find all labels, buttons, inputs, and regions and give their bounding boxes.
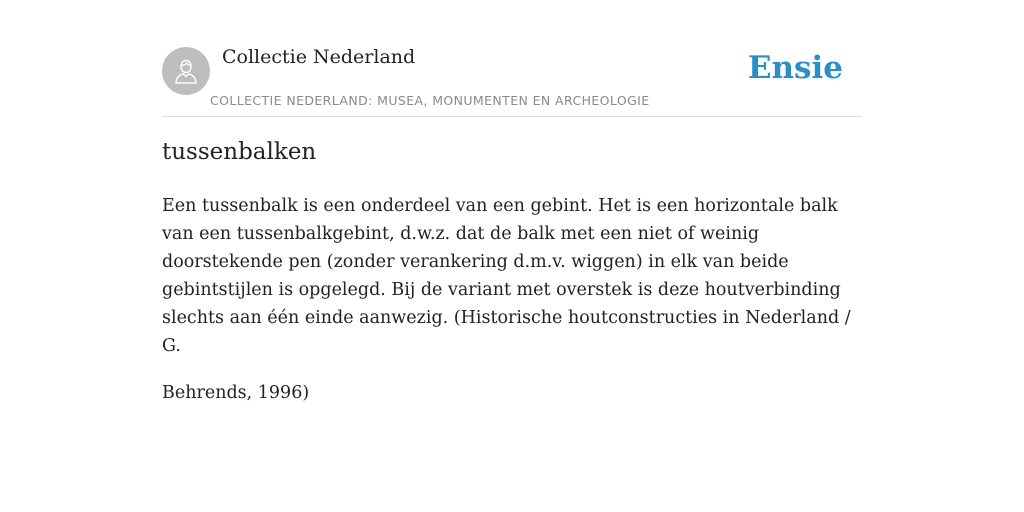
avatar[interactable] — [162, 47, 210, 95]
entry-title: tussenbalken — [162, 139, 317, 165]
author-name[interactable]: Collectie Nederland — [222, 46, 416, 68]
entry-body — [162, 192, 862, 426]
user-icon — [172, 57, 200, 85]
paragraph: Een tussenbalk is een onderdeel van een gebint. Het is een horizontale balk van een tussenbalkgebint, d.w.z. dat de balk met een niet of weinig doorstekende pen (zonder verankering d.m.v. wiggen) in elk van beide gebintstijlen is opgelegd. Bij de variant met overstek is deze houtverbinding slechts aan één einde aanwezig. (Historische houtconstructies in Nederland / G. — [162, 196, 851, 356]
header — [162, 40, 862, 117]
paragraph: Behrends, 1996) — [162, 383, 310, 403]
brand-logo[interactable]: Ensie — [747, 50, 843, 86]
source-label[interactable]: COLLECTIE NEDERLAND: MUSEA, MONUMENTEN EN ARCHEOLOGIE — [210, 93, 650, 108]
